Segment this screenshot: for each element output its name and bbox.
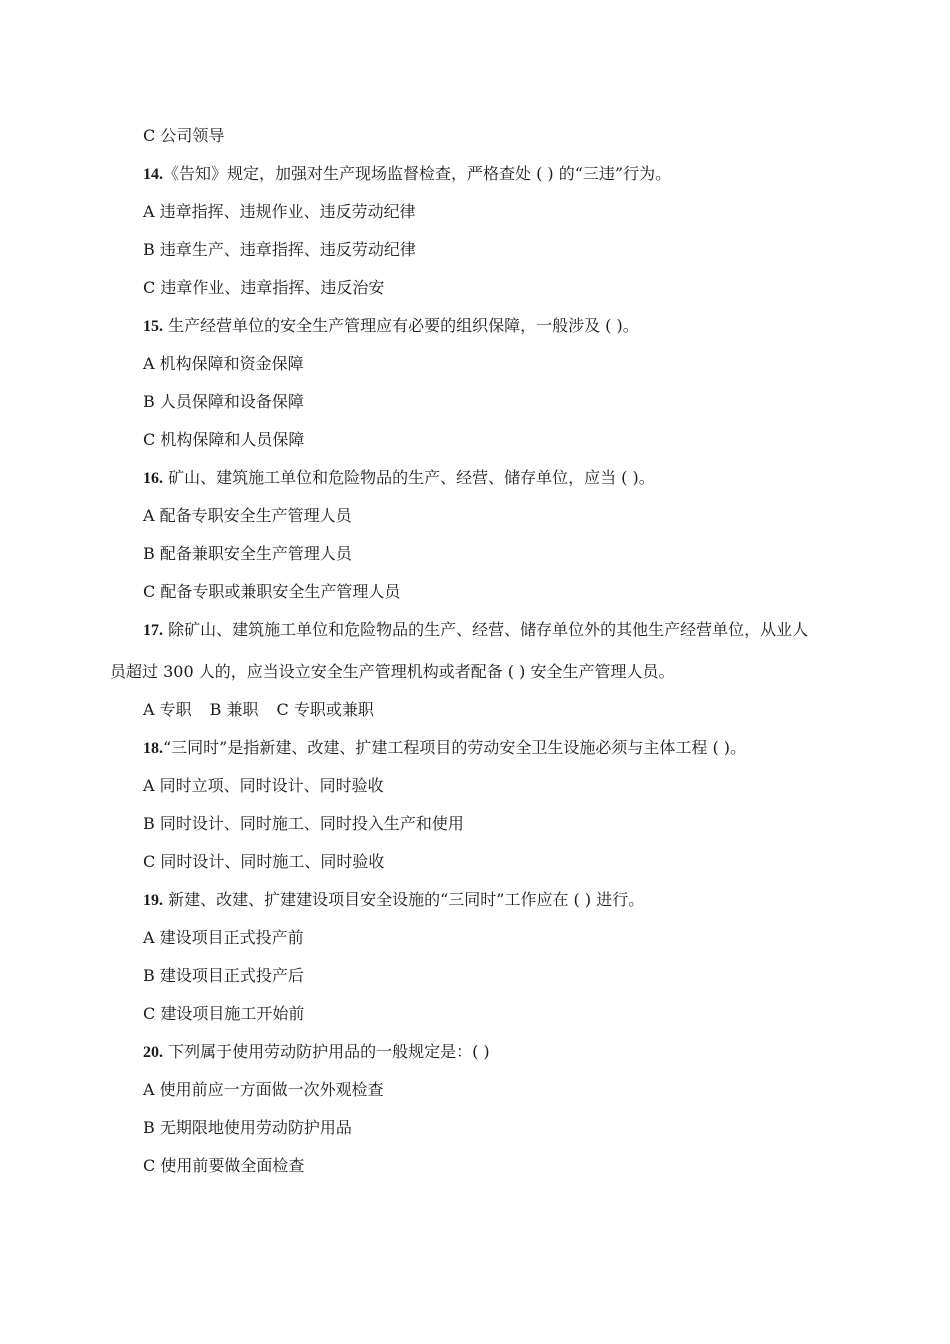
option-line: B 配备兼职安全生产管理人员 (143, 544, 352, 563)
option-line: C 建设项目施工开始前 (143, 1004, 305, 1023)
question-18 (143, 737, 850, 760)
question-number: 18. (143, 740, 163, 757)
question-text: 《告知》规定，加强对生产现场监督检查，严格查处 ( ) 的“三违”行为。 (163, 164, 672, 183)
option-line: C 机构保障和人员保障 (143, 430, 305, 449)
question-14 (143, 163, 850, 186)
question-number: 17. (143, 622, 163, 639)
question-15 (143, 315, 850, 338)
question-number: 15. (143, 318, 163, 335)
option-a: A 专职 (143, 700, 192, 719)
option-line: A 违章指挥、违规作业、违反劳动纪律 (143, 202, 416, 221)
option-line: B 人员保障和设备保障 (143, 392, 304, 411)
question-20 (143, 1041, 850, 1064)
question-text: 矿山、建筑施工单位和危险物品的生产、经营、储存单位，应当 ( )。 (163, 468, 655, 487)
question-text: 生产经营单位的安全生产管理应有必要的组织保障，一般涉及 ( )。 (163, 316, 639, 335)
option-b: B 兼职 (209, 700, 259, 719)
option-line: C 违章作业、违章指挥、违反治安 (143, 278, 385, 297)
option-line: A 建设项目正式投产前 (143, 928, 304, 947)
question-text: 下列属于使用劳动防护用品的一般规定是：( ) (163, 1042, 490, 1061)
option-line: C 使用前要做全面检查 (143, 1156, 305, 1175)
question-17-continuation: 员超过 300 人的，应当设立安全生产管理机构或者配备 ( ) 安全生产管理人员。 (110, 662, 675, 681)
option-c: C 专职或兼职 (276, 700, 374, 719)
option-line: C 公司领导 (143, 126, 225, 145)
option-line: B 无期限地使用劳动防护用品 (143, 1118, 352, 1137)
question-text: 新建、改建、扩建建设项目安全设施的“三同时”工作应在 ( ) 进行。 (163, 890, 645, 909)
option-line: A 使用前应一方面做一次外观检查 (143, 1080, 384, 1099)
question-number: 19. (143, 892, 163, 909)
question-text: 除矿山、建筑施工单位和危险物品的生产、经营、储存单位外的其他生产经营单位，从业人 (163, 620, 809, 639)
option-line: A 同时立项、同时设计、同时验收 (143, 776, 384, 795)
option-line: A 机构保障和资金保障 (143, 354, 304, 373)
option-line: C 同时设计、同时施工、同时验收 (143, 852, 385, 871)
question-16 (143, 467, 850, 490)
question-number: 20. (143, 1044, 163, 1061)
question-text: “三同时”是指新建、改建、扩建工程项目的劳动安全卫生设施必须与主体工程 ( )。 (163, 738, 747, 757)
option-line: B 同时设计、同时施工、同时投入生产和使用 (143, 814, 464, 833)
option-line (143, 699, 850, 721)
question-17 (143, 619, 850, 642)
question-19 (143, 889, 850, 912)
option-line: B 违章生产、违章指挥、违反劳动纪律 (143, 240, 416, 259)
question-number: 16. (143, 470, 163, 487)
option-line: B 建设项目正式投产后 (143, 966, 304, 985)
option-line: A 配备专职安全生产管理人员 (143, 506, 352, 525)
option-line: C 配备专职或兼职安全生产管理人员 (143, 582, 401, 601)
question-number: 14. (143, 166, 163, 183)
